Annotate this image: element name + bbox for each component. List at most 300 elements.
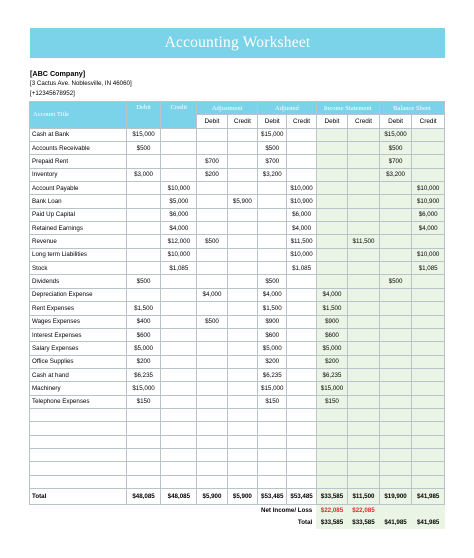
account-name: Revenue <box>30 235 127 248</box>
amount-cell <box>287 475 316 488</box>
amount-cell: $1,085 <box>161 262 197 275</box>
amount-cell <box>348 222 380 235</box>
amount-cell <box>287 462 316 475</box>
amount-cell: $4,000 <box>197 288 227 301</box>
amount-cell <box>316 462 348 475</box>
amount-cell <box>227 155 257 168</box>
account-name: Account Payable <box>30 182 127 195</box>
amount-cell <box>412 168 445 181</box>
amount-cell: $900 <box>258 315 287 328</box>
amount-cell <box>126 235 161 248</box>
amount-cell <box>197 382 227 395</box>
amount-cell <box>126 155 161 168</box>
amount-cell <box>348 208 380 221</box>
account-name: Office Supplies <box>30 355 127 368</box>
account-row <box>30 448 445 461</box>
company-address: [3 Cactus Ave. Noblesville, IN 46060] <box>30 80 132 87</box>
amount-cell <box>197 395 227 408</box>
account-row <box>30 408 445 421</box>
amount-cell <box>126 448 161 461</box>
account-name <box>30 408 127 421</box>
amount-cell <box>227 368 257 381</box>
amount-cell: $6,235 <box>316 368 348 381</box>
amount-cell <box>379 368 412 381</box>
amount-cell <box>161 395 197 408</box>
account-name <box>30 435 127 448</box>
account-row <box>30 475 445 488</box>
amount-cell: $1,500 <box>258 302 287 315</box>
amount-cell: $10,000 <box>412 182 445 195</box>
amount-cell <box>197 142 227 155</box>
amount-cell <box>287 128 316 141</box>
amount-cell <box>197 475 227 488</box>
amount-cell <box>316 142 348 155</box>
amount-cell <box>227 182 257 195</box>
amount-cell <box>227 142 257 155</box>
amount-cell <box>348 462 380 475</box>
amount-cell: $15,000 <box>316 382 348 395</box>
amount-cell: $150 <box>126 395 161 408</box>
amount-cell: $3,200 <box>258 168 287 181</box>
account-name: Long term Liabilities <box>30 248 127 261</box>
amount-cell: $1,085 <box>287 262 316 275</box>
amount-cell: $5,000 <box>258 342 287 355</box>
net-income-label: Net Income/ Loss <box>261 507 313 515</box>
total-cell: $11,500 <box>348 488 380 504</box>
amount-cell <box>412 328 445 341</box>
amount-cell <box>316 195 348 208</box>
amount-cell <box>287 155 316 168</box>
amount-cell: $1,085 <box>412 262 445 275</box>
net-income-row <box>30 504 445 517</box>
amount-cell <box>287 142 316 155</box>
amount-cell: $10,000 <box>412 248 445 261</box>
subheader-cell: Debit <box>316 115 348 128</box>
total-cell: $48,085 <box>161 488 197 504</box>
amount-cell: $5,900 <box>227 195 257 208</box>
amount-cell: $15,000 <box>258 128 287 141</box>
amount-cell: $200 <box>258 355 287 368</box>
amount-cell: $5,000 <box>161 195 197 208</box>
amount-cell <box>412 275 445 288</box>
account-row <box>30 422 445 435</box>
amount-cell: $700 <box>258 155 287 168</box>
amount-cell <box>161 475 197 488</box>
worksheet-body <box>30 128 445 529</box>
amount-cell <box>227 128 257 141</box>
amount-cell: $6,000 <box>287 208 316 221</box>
amount-cell <box>227 408 257 421</box>
amount-cell: $10,900 <box>412 195 445 208</box>
amount-cell <box>161 355 197 368</box>
amount-cell <box>197 448 227 461</box>
account-row <box>30 342 445 355</box>
amount-cell <box>161 408 197 421</box>
amount-cell: $900 <box>316 315 348 328</box>
account-name: Machinery <box>30 382 127 395</box>
amount-cell <box>161 128 197 141</box>
amount-cell <box>412 462 445 475</box>
amount-cell <box>227 448 257 461</box>
account-row <box>30 288 445 301</box>
amount-cell <box>348 155 380 168</box>
amount-cell <box>227 382 257 395</box>
amount-cell <box>348 315 380 328</box>
amount-cell: $200 <box>316 355 348 368</box>
amount-cell <box>227 475 257 488</box>
amount-cell: $3,200 <box>379 168 412 181</box>
amount-cell: $500 <box>126 275 161 288</box>
account-row <box>30 315 445 328</box>
amount-cell: $500 <box>258 142 287 155</box>
amount-cell <box>197 222 227 235</box>
amount-cell: $150 <box>316 395 348 408</box>
amount-cell <box>379 235 412 248</box>
amount-cell <box>161 422 197 435</box>
amount-cell <box>258 422 287 435</box>
account-row <box>30 435 445 448</box>
amount-cell <box>379 342 412 355</box>
account-name: Prepaid Rent <box>30 155 127 168</box>
amount-cell <box>287 408 316 421</box>
amount-cell <box>126 475 161 488</box>
header-adjusted: Adjusted <box>258 102 317 115</box>
final-total-cell: $41,985 <box>379 517 412 529</box>
amount-cell <box>412 395 445 408</box>
account-name: Wages Expenses <box>30 315 127 328</box>
account-row <box>30 235 445 248</box>
amount-cell <box>348 355 380 368</box>
amount-cell <box>348 408 380 421</box>
subheader-cell: Debit <box>197 115 227 128</box>
amount-cell: $10,000 <box>161 182 197 195</box>
account-name: Telephone Expenses <box>30 395 127 408</box>
amount-cell <box>287 342 316 355</box>
amount-cell <box>379 422 412 435</box>
amount-cell <box>258 182 287 195</box>
final-total-row <box>30 517 445 529</box>
amount-cell: $4,000 <box>287 222 316 235</box>
amount-cell <box>379 315 412 328</box>
amount-cell: $600 <box>316 328 348 341</box>
amount-cell <box>227 288 257 301</box>
amount-cell <box>348 435 380 448</box>
amount-cell <box>379 435 412 448</box>
amount-cell: $12,000 <box>161 235 197 248</box>
amount-cell <box>197 262 227 275</box>
final-total-label: Total <box>297 519 313 527</box>
amount-cell <box>287 422 316 435</box>
header-balance-sheet: Balance Sheet <box>379 102 444 115</box>
amount-cell <box>316 208 348 221</box>
amount-cell <box>126 408 161 421</box>
total-cell: $5,900 <box>197 488 227 504</box>
account-name <box>30 475 127 488</box>
amount-cell: $200 <box>197 168 227 181</box>
amount-cell <box>197 195 227 208</box>
subheader-cell: Credit <box>227 115 257 128</box>
amount-cell <box>316 155 348 168</box>
account-name: Accounts Receivable <box>30 142 127 155</box>
account-row <box>30 155 445 168</box>
amount-cell: $500 <box>379 142 412 155</box>
total-label: Total <box>30 488 127 504</box>
amount-cell <box>227 355 257 368</box>
amount-cell: $11,500 <box>287 235 316 248</box>
amount-cell <box>258 448 287 461</box>
amount-cell: $4,000 <box>161 222 197 235</box>
net-income-empty <box>379 504 412 517</box>
account-name <box>30 448 127 461</box>
amount-cell <box>348 382 380 395</box>
page-title: Accounting Worksheet <box>164 34 311 51</box>
total-cell: $53,485 <box>287 488 316 504</box>
amount-cell <box>197 302 227 315</box>
amount-cell <box>379 475 412 488</box>
amount-cell <box>126 262 161 275</box>
amount-cell <box>258 235 287 248</box>
account-name: Stock <box>30 262 127 275</box>
amount-cell <box>227 342 257 355</box>
amount-cell <box>348 342 380 355</box>
amount-cell: $5,000 <box>316 342 348 355</box>
amount-cell <box>227 422 257 435</box>
account-name: Cash at hand <box>30 368 127 381</box>
amount-cell <box>126 422 161 435</box>
amount-cell <box>316 275 348 288</box>
amount-cell <box>379 302 412 315</box>
amount-cell <box>227 462 257 475</box>
account-row <box>30 128 445 141</box>
amount-cell <box>316 262 348 275</box>
net-income-credit: $22,085 <box>348 504 380 517</box>
amount-cell <box>227 168 257 181</box>
amount-cell <box>316 422 348 435</box>
amount-cell <box>227 435 257 448</box>
amount-cell <box>126 195 161 208</box>
amount-cell <box>161 462 197 475</box>
total-cell: $53,485 <box>258 488 287 504</box>
amount-cell: $5,000 <box>126 342 161 355</box>
amount-cell <box>412 382 445 395</box>
account-row <box>30 328 445 341</box>
amount-cell: $4,000 <box>316 288 348 301</box>
amount-cell <box>197 368 227 381</box>
amount-cell <box>161 168 197 181</box>
amount-cell <box>258 475 287 488</box>
amount-cell: $500 <box>126 142 161 155</box>
amount-cell <box>348 195 380 208</box>
amount-cell <box>348 395 380 408</box>
amount-cell: $15,000 <box>379 128 412 141</box>
amount-cell <box>379 395 412 408</box>
amount-cell <box>126 208 161 221</box>
total-cell: $41,985 <box>412 488 445 504</box>
amount-cell <box>161 368 197 381</box>
amount-cell <box>227 222 257 235</box>
amount-cell <box>412 128 445 141</box>
amount-cell <box>348 275 380 288</box>
account-name: Rent Expenses <box>30 302 127 315</box>
amount-cell: $500 <box>197 235 227 248</box>
amount-cell <box>161 275 197 288</box>
amount-cell <box>379 462 412 475</box>
amount-cell <box>161 328 197 341</box>
header-trial-credit: Credit <box>161 102 197 129</box>
amount-cell: $6,235 <box>258 368 287 381</box>
amount-cell <box>287 355 316 368</box>
company-phone: [+12345678952] <box>30 90 75 97</box>
account-name: Cash at Bank <box>30 128 127 141</box>
amount-cell <box>348 302 380 315</box>
amount-cell <box>197 435 227 448</box>
amount-cell <box>412 448 445 461</box>
amount-cell <box>197 462 227 475</box>
amount-cell <box>161 288 197 301</box>
amount-cell <box>316 408 348 421</box>
amount-cell: $10,900 <box>287 195 316 208</box>
amount-cell <box>412 302 445 315</box>
amount-cell <box>258 195 287 208</box>
amount-cell <box>412 155 445 168</box>
account-row <box>30 395 445 408</box>
account-row <box>30 275 445 288</box>
amount-cell <box>161 315 197 328</box>
total-cell: $5,900 <box>227 488 257 504</box>
amount-cell <box>412 342 445 355</box>
subheader-cell: Debit <box>379 115 412 128</box>
amount-cell <box>227 248 257 261</box>
amount-cell <box>258 462 287 475</box>
amount-cell <box>161 142 197 155</box>
amount-cell <box>197 208 227 221</box>
amount-cell <box>197 248 227 261</box>
amount-cell <box>412 315 445 328</box>
amount-cell <box>287 302 316 315</box>
total-cell: $48,085 <box>126 488 161 504</box>
account-name: Depreciation Expense <box>30 288 127 301</box>
amount-cell <box>258 262 287 275</box>
worksheet-title-banner <box>30 28 445 58</box>
amount-cell: $15,000 <box>126 382 161 395</box>
amount-cell: $15,000 <box>126 128 161 141</box>
amount-cell: $1,500 <box>316 302 348 315</box>
amount-cell <box>287 382 316 395</box>
amount-cell <box>197 355 227 368</box>
amount-cell <box>348 448 380 461</box>
account-name: Interest Expenses <box>30 328 127 341</box>
amount-cell <box>379 195 412 208</box>
subheader-cell: Credit <box>348 115 380 128</box>
amount-cell: $1,500 <box>126 302 161 315</box>
amount-cell <box>227 302 257 315</box>
amount-cell <box>379 222 412 235</box>
amount-cell <box>227 262 257 275</box>
amount-cell <box>287 315 316 328</box>
account-row <box>30 262 445 275</box>
amount-cell <box>316 475 348 488</box>
amount-cell <box>348 288 380 301</box>
total-cell: $33,585 <box>316 488 348 504</box>
amount-cell <box>379 382 412 395</box>
account-row <box>30 355 445 368</box>
amount-cell <box>316 435 348 448</box>
amount-cell <box>316 182 348 195</box>
amount-cell <box>227 235 257 248</box>
account-name: Retained Earnings <box>30 222 127 235</box>
amount-cell <box>161 342 197 355</box>
amount-cell: $6,000 <box>161 208 197 221</box>
account-name <box>30 422 127 435</box>
account-row <box>30 302 445 315</box>
amount-cell: $150 <box>258 395 287 408</box>
amount-cell <box>258 248 287 261</box>
amount-cell: $4,000 <box>412 222 445 235</box>
account-row <box>30 248 445 261</box>
net-income-empty <box>412 504 445 517</box>
amount-cell <box>379 182 412 195</box>
amount-cell <box>379 328 412 341</box>
amount-cell <box>227 395 257 408</box>
amount-cell <box>316 222 348 235</box>
total-row <box>30 488 445 504</box>
amount-cell: $500 <box>197 315 227 328</box>
header-row-groups <box>30 102 445 115</box>
amount-cell: $10,000 <box>161 248 197 261</box>
amount-cell <box>227 275 257 288</box>
amount-cell <box>227 315 257 328</box>
account-row <box>30 382 445 395</box>
amount-cell: $3,000 <box>126 168 161 181</box>
amount-cell <box>348 142 380 155</box>
account-row <box>30 462 445 475</box>
amount-cell: $500 <box>379 275 412 288</box>
amount-cell <box>316 168 348 181</box>
company-name: [ABC Company] <box>30 69 86 78</box>
account-row <box>30 195 445 208</box>
company-block <box>30 69 132 99</box>
account-row <box>30 368 445 381</box>
amount-cell <box>126 288 161 301</box>
amount-cell <box>161 302 197 315</box>
amount-cell <box>287 368 316 381</box>
header-income-statement: Income Statement <box>316 102 379 115</box>
account-row <box>30 182 445 195</box>
amount-cell <box>258 208 287 221</box>
amount-cell <box>348 168 380 181</box>
amount-cell <box>348 422 380 435</box>
subheader-cell: Credit <box>412 115 445 128</box>
amount-cell: $6,000 <box>412 208 445 221</box>
amount-cell <box>348 475 380 488</box>
header-adjustment: Adjustment <box>197 102 258 115</box>
amount-cell <box>348 262 380 275</box>
amount-cell <box>126 222 161 235</box>
amount-cell: $700 <box>197 155 227 168</box>
amount-cell <box>197 182 227 195</box>
amount-cell <box>197 275 227 288</box>
amount-cell <box>412 475 445 488</box>
amount-cell <box>379 248 412 261</box>
amount-cell <box>287 328 316 341</box>
final-total-cell: $41,985 <box>412 517 445 529</box>
final-total-cell: $33,585 <box>316 517 348 529</box>
amount-cell: $700 <box>379 155 412 168</box>
amount-cell <box>197 128 227 141</box>
amount-cell <box>412 422 445 435</box>
amount-cell <box>412 408 445 421</box>
amount-cell <box>287 275 316 288</box>
